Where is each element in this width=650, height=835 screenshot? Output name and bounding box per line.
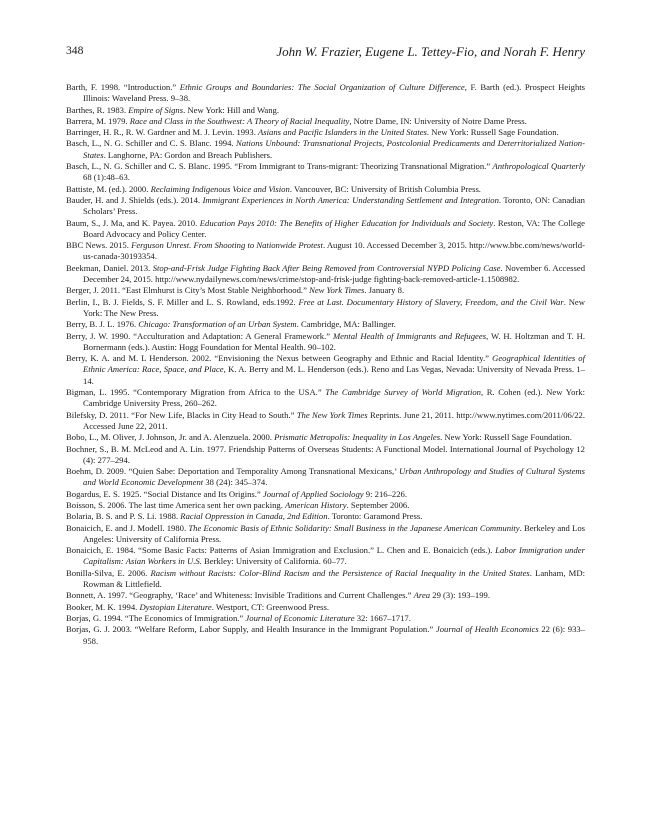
reference-title: Mental Health of Immigrants and Refugees (333, 330, 487, 341)
reference-text: 38 (24): 345–374. (203, 477, 268, 488)
reference-title: Geographical Identities of Ethnic America: Race, Space, and Place (83, 353, 585, 375)
reference-title: The Economic Basis of Ethnic Solidarity: Small Business in the Japanese American Community (188, 522, 520, 533)
reference-text: . New York: Hill and Wang. (183, 104, 280, 115)
reference-text: , W. H. Holtzman and T. H. Bornermann (eds.). Austin: Hogg Foundation for Mental Health. 90–102. (83, 330, 585, 352)
reference-text: . New York: Russell Sage Foundation. (440, 432, 572, 443)
reference-text: Bonilla-Silva, E. 2006. (66, 567, 151, 578)
reference-title: Reclaiming Indigenous Voice and Vision (150, 183, 290, 194)
page-header (66, 44, 585, 60)
reference-text: Berger, J. 2011. “East Elmhurst is City’s Most Stable Neighborhood.” (66, 285, 310, 296)
reference-text: Bonnett, A. 1997. “Geography, ‘Race’ and Whiteness: Invisible Traditions and Current Challenges.” (66, 590, 414, 601)
reference-text: Bauder, H. and J. Shields (eds.). 2014. (66, 194, 203, 205)
reference-text: . New York: The New Press. (83, 296, 585, 318)
reference-entry (66, 590, 585, 601)
reference-text: Bonaicich, E. 1984. “Some Basic Facts: Patterns of Asian Immigration and Exclusion.” L. Chen and E. Bonaicich (eds.). (66, 545, 496, 556)
reference-title: Racial Oppression in Canada, 2nd Edition (180, 511, 328, 522)
reference-entry (66, 240, 585, 263)
reference-entry (66, 545, 585, 568)
reference-title: Journal of Economic Literature (245, 612, 355, 623)
reference-entry (66, 105, 585, 116)
reference-text: Barth, F. 1998. “Introduction.” (66, 82, 180, 92)
reference-text: Bochner, S., B. M. McLeod and A. Lin. 1977. Friendship Patterns of Overseas Students: A Functional Model. International Journal of Psychology 12 (4): 277–294. (66, 443, 585, 465)
reference-text: Booker, M. K. 1994. (66, 601, 140, 612)
reference-text: Berlin, I., B. J. Fields, S. F. Miller and L. S. Rowland, eds.1992. (66, 296, 299, 307)
reference-text: Berkley: University of California. 60–77. (201, 556, 347, 567)
reference-text: Barthes, R. 1983. (66, 104, 129, 115)
reference-title: American History (285, 499, 347, 510)
reference-text: , R. Cohen (ed.). New York: Cambridge University Press, 260–262. (83, 387, 585, 409)
reference-text: Bilefsky, D. 2011. “For New Life, Blacks in City Head to South.” (66, 409, 297, 420)
reference-text: . Toronto: Garamond Press. (327, 511, 423, 522)
reference-text: . January 8. (364, 285, 405, 296)
reference-text: Boisson, S. 2006. The last time America sent her own packing. (66, 499, 286, 510)
reference-text: , Notre Dame, IN: University of Notre Dame Press. (349, 115, 527, 126)
reference-text: Baum, S., J. Ma, and K. Payea. 2010. (66, 217, 200, 228)
reference-text: . Reston, VA: The College Board Advocacy and Policy Center. (83, 217, 586, 239)
reference-title: Ethnic Groups and Boundaries: The Social Organization of Culture Difference (179, 82, 465, 92)
reference-title: Area (413, 590, 431, 601)
reference-text: Bolaria, B. S. and P. S. Li. 1988. (66, 511, 181, 522)
reference-entry (66, 432, 585, 443)
reference-text: Berry, B. J. L. 1976. (66, 319, 139, 330)
reference-text: 9: 216–226. (363, 488, 407, 499)
reference-text: . Westport, CT: Greenwood Press. (211, 601, 330, 612)
reference-text: Basch, L., N. G. Schiller and C. S. Blanc. 1995. “From Immigrant to Trans-migrant: Theorizing Transnational Migration.” (66, 161, 493, 172)
reference-text: Barringer, H. R., R. W. Gardner and M. J. Levin. 1993. (66, 127, 259, 138)
reference-text: 68 (1):48–63. (83, 172, 130, 183)
reference-title: Stop-and-Frisk Judge Fighting Back After Being Removed from Controversial NYPD Policing Case (152, 262, 501, 273)
reference-entry (66, 466, 585, 489)
reference-title: Racism without Racists: Color-Blind Racism and the Persistence of Racial Inequality in the United States (150, 567, 530, 578)
reference-title: Immigrant Experiences in North America: Understanding Settlement and Integration (202, 194, 499, 205)
reference-text: . Berkeley and Los Angeles: University of California Press. (83, 522, 585, 544)
reference-text: , F. Barth (ed.). Prospect Heights Illinois: Waveland Press. 9–38. (83, 82, 586, 104)
reference-text: . September 2006. (346, 499, 410, 510)
reference-entry (66, 161, 585, 184)
reference-text: Bogardus, E. S. 1925. “Social Distance and Its Origins.” (66, 488, 263, 499)
reference-entry (66, 511, 585, 522)
reference-title: Dystopian Literature (139, 601, 212, 612)
reference-title: Education Pays 2010: The Benefits of Higher Education for Individuals and Society (199, 217, 494, 228)
reference-entry (66, 624, 585, 647)
reference-entry (66, 297, 585, 320)
reference-text: , K. A. Berry and M. L. Henderson (eds.). Reno and Las Vegas, Nevada: University of Nevada Press. 1–14. (83, 364, 585, 386)
reference-text: . November 6. Accessed December 24, 2015. http://www.nydailynews.com/news/crime/stop-and-frisk-judge fighting-back-removed-article-1.1508982. (83, 262, 586, 285)
reference-text: Berry, J. W. 1990. “Acculturation and Adaptation: A General Framework.” (66, 330, 333, 341)
reference-title: Urban Anthropology and Studies of Cultural Systems and World Economic Development (83, 466, 585, 488)
reference-title: Empire of Signs (128, 104, 184, 115)
reference-title: Ferguson Unrest. From Shooting to Nationwide Protest (131, 240, 323, 251)
reference-entry (66, 613, 585, 624)
reference-title: Asians and Pacific Islanders in the United States (258, 127, 427, 138)
reference-entry (66, 444, 585, 467)
reference-title: The New York Times (296, 409, 368, 420)
reference-title: The Cambridge Survey of World Migration (325, 387, 481, 398)
reference-text: BBC News. 2015. (66, 240, 132, 251)
reference-title: Journal of Applied Sociology (262, 488, 364, 499)
reference-text: . August 10. Accessed December 3, 2015. http://www.bbc.com/news/world-us-canada-30193354. (83, 240, 585, 262)
reference-text: . Langhorne, PA: Gordon and Breach Publishers. (103, 149, 273, 160)
reference-entry (66, 127, 585, 138)
reference-text: Reprints. June 21, 2011. http://www.nytimes.com/2011/06/22. Accessed June 22, 2011. (83, 409, 585, 431)
page-number: 348 (66, 44, 84, 57)
reference-entry (66, 195, 585, 218)
reference-text: Basch, L., N. G. Schiller and C. S. Blanc. 1994. (66, 138, 237, 149)
reference-text: Beekman, Daniel. 2013. (66, 262, 153, 273)
reference-entry (66, 602, 585, 613)
reference-title: Journal of Health Economics (435, 624, 539, 635)
reference-text: . Cambridge, MA: Ballinger. (296, 319, 396, 330)
reference-title: Chicago: Transformation of an Urban System (138, 319, 297, 330)
reference-entry (66, 500, 585, 511)
reference-entry (66, 184, 585, 195)
reference-entry (66, 353, 585, 387)
reference-text: 22 (6): 933–958. (83, 624, 586, 646)
reference-entry (66, 489, 585, 500)
reference-text: . Vancouver, BC: University of British Columbia Press. (289, 183, 481, 194)
reference-entry (66, 138, 585, 161)
reference-text: . Toronto, ON: Canadian Scholars’ Press. (83, 194, 585, 217)
reference-title: Prismatic Metropolis: Inequality in Los Angeles (274, 432, 441, 443)
reference-title: Free at Last. Documentary History of Slavery, Freedom, and the Civil War (298, 296, 564, 307)
reference-text: Bigman, L. 1995. “Contemporary Migration from Africa to the USA.” (66, 387, 326, 398)
reference-text: . New York: Russell Sage Foundation. (426, 127, 559, 138)
reference-title: New York Times (309, 285, 365, 296)
reference-entry (66, 82, 585, 105)
reference-text: Boehm, D. 2009. “Quien Sabe: Deportation and Temporality Among Transnational Mexicans,’ (66, 466, 399, 477)
reference-text: Borjas, G. J. 2003. “Welfare Reform, Labor Supply, and Health Insurance in the Immigrant Population.” (66, 624, 436, 635)
reference-text: 29 (3): 193–199. (430, 590, 491, 601)
reference-entry (66, 410, 585, 433)
running-head: John W. Frazier, Eugene L. Tettey-Fio, and Norah F. Henry (276, 44, 585, 59)
reference-entry (66, 523, 585, 546)
reference-entry (66, 319, 585, 330)
reference-entry (66, 116, 585, 127)
reference-text: . Lanham, MD: Rowman & Littlefield. (83, 567, 585, 590)
reference-text: Borjas, G. 1994. “The Economics of Immigration.” (66, 612, 246, 623)
reference-entry (66, 285, 585, 296)
reference-entry (66, 387, 585, 410)
reference-text: Battiste, M. (ed.). 2000. (66, 183, 151, 194)
reference-text: Bobo, L., M. Oliver, J. Johnson, Jr. and A. Alenzuela. 2000. (66, 432, 275, 443)
reference-entry (66, 331, 585, 354)
reference-title: Labor Immigration under Capitalism: Asian Workers in U.S. (83, 545, 585, 567)
reference-title: Anthropological Quarterly (492, 161, 585, 172)
reference-entry (66, 218, 585, 241)
reference-text: 32: 1667–1717. (354, 612, 411, 623)
reference-title: Race and Class in the Southwest: A Theory of Racial Inequality (129, 115, 350, 126)
reference-text: Barrera, M. 1979. (66, 115, 130, 126)
reference-entry (66, 568, 585, 591)
reference-list (66, 82, 585, 647)
reference-text: Berry, K. A. and M. L Henderson. 2002. “Envisioning the Nexus between Geography and Ethnic and Racial Identity.” (66, 353, 493, 364)
reference-text: Bonaicich, E. and J. Modell. 1980. (66, 522, 189, 533)
reference-entry (66, 263, 585, 286)
reference-title: Nations Unbound: Transnational Projects, Postcolonial Predicaments and Deterritorialized Nation-States (83, 138, 585, 160)
